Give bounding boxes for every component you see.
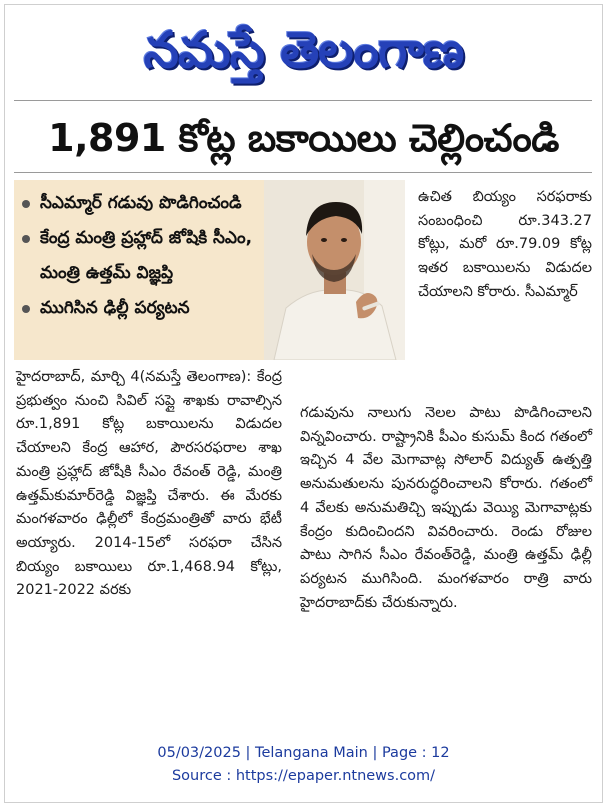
person-photo-illustration (264, 180, 405, 360)
article-headline: 1,891 కోట్ల బకాయిలు చెల్లించండి (48, 116, 559, 160)
news-photo (264, 180, 405, 360)
headline-divider (14, 172, 592, 173)
highlight-item (22, 291, 260, 326)
article-column-left (16, 366, 282, 603)
highlight-item (22, 186, 260, 221)
article-text: ఉచిత బియ్యం సరఫరాకు సంబంధించి రూ.343.27 కోట్లు, మరో రూ.79.09 కోట్ల ఇతర బకాయిలను విడుదల చేయాలని కోరారు. సీఎమ్మార్ (418, 189, 592, 300)
highlight-item (22, 221, 260, 291)
highlight-text: ముగిసిన ఢిల్లీ పర్యటన (40, 298, 190, 318)
edition-info: 05/03/2025 | Telangana Main | Page : 12 (157, 745, 450, 761)
highlights-box (14, 180, 264, 360)
article-text: గడువును నాలుగు నెలల పాటు పొడిగించాలని విన్నవించారు. రాష్ట్రానికి పీఎం కుసుమ్ కింద గతంలో ఇచ్చిన 4 వేల మెగావాట్ల సోలార్ విద్యుత్ ఉత్పత్తి అనుమతులను పునరుద్ధరించాలని కోరారు. గతంలో 4 వేలకు అనుమతిచ్చి ఇప్పుడు వెయ్యి మెగావాట్లకు కేంద్రం కుదించిందని వివరించారు. రెండు రోజుల పాటు సాగిన సీఎం రేవంత్‌రెడ్డి, మంత్రి ఉత్తమ్ ఢిల్లీ పర్యటన ముగిసింది. మంగళవారం రాత్రి వారు హైదరాబాద్‌కు చేరుకున్నారు. (300, 405, 592, 611)
bullet-icon (22, 305, 30, 313)
newspaper-masthead: నమస్తే తెలంగాణ (143, 21, 464, 79)
article-text: హైదరాబాద్, మార్చి 4(నమస్తే తెలంగాణ): కేంద్ర ప్రభుత్వం నుంచి సివిల్ సప్లై శాఖకు రావాల్సిన రూ.1,891 కోట్ల బకాయిలను విడుదల చేయాలని కేంద్ర ఆహార, పౌరసరఫరాల శాఖ మంత్రి ప్రహ్లాద్ జోషీకి సీఎం రేవంత్ రెడ్డి, మంత్రి ఉత్తమ్‌కుమార్‌రెడ్డి విజ్ఞప్తి చేశారు. ఈ మేరకు మంగళవారం ఢిల్లీలో కేంద్రమంత్రితో వారు భేటీ అయ్యారు. 2014-15లో సరఫరా చేసిన బియ్యం బకాయిలు రూ.1,468.94 కోట్లు, 2021-2022 వరకు (16, 369, 282, 599)
article-column-right-bottom (300, 402, 592, 615)
bullet-icon (22, 200, 30, 208)
masthead-divider (14, 100, 592, 101)
source-link[interactable]: Source : https://epaper.ntnews.com/ (171, 768, 436, 784)
highlight-text: కేంద్ర మంత్రి ప్రహ్లాద్ జోషికి సీఎం, మంత్రి ఉత్తమ్ విజ్ఞప్తి (40, 228, 253, 283)
bullet-icon (22, 235, 30, 243)
article-column-right-top (418, 186, 592, 305)
highlights-list (14, 180, 264, 326)
highlight-text: సీఎమ్మార్ గడువు పొడిగించండి (40, 193, 242, 213)
